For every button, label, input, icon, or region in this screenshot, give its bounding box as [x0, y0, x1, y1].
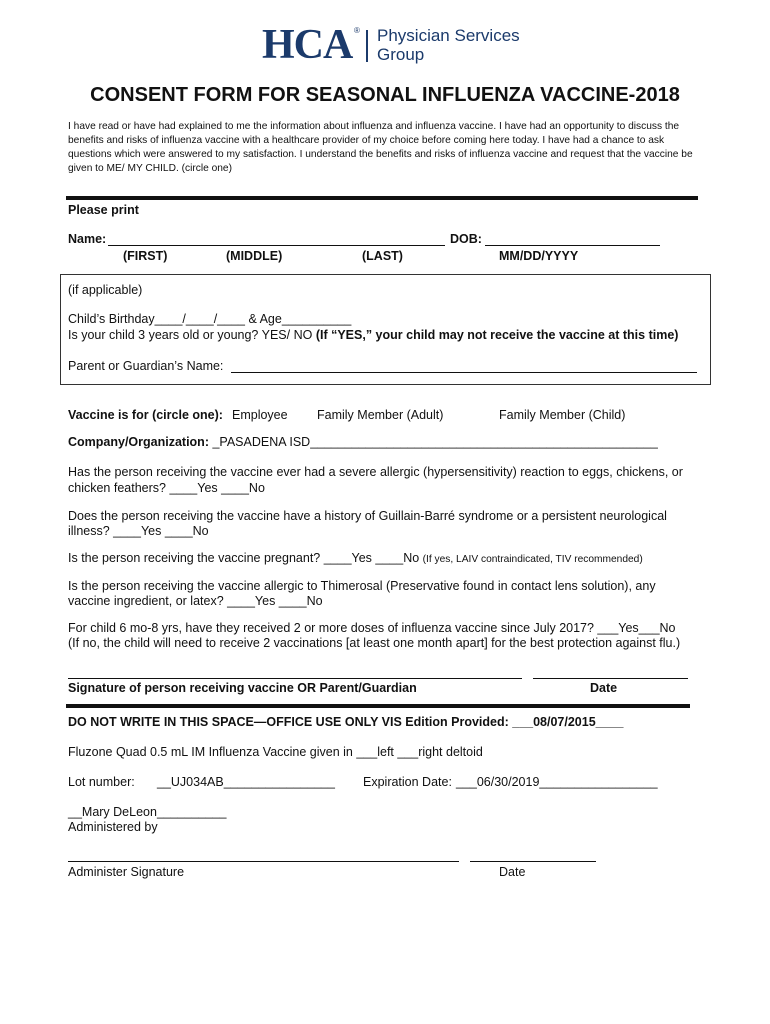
- signature-line[interactable]: [68, 678, 522, 679]
- name-label: Name:: [68, 232, 107, 246]
- child-birthday-field[interactable]: Child’s Birthday____/____/____ & Age__________: [68, 312, 352, 326]
- signature-label: Signature of person receiving vaccine OR Parent/Guardian: [68, 681, 417, 695]
- vaccine-for-label: Vaccine is for (circle one):: [68, 408, 223, 422]
- q1-line1: Has the person receiving the vaccine ever had a severe allergic (hypersensitivity) reaction to eggs, chickens, or: [68, 465, 683, 479]
- if-applicable-label: (if applicable): [68, 283, 143, 297]
- admin-date-line[interactable]: [470, 861, 596, 862]
- lot-number-field[interactable]: __UJ034AB________________: [157, 775, 335, 789]
- q3-row: [68, 551, 643, 565]
- signature-date-label: Date: [590, 681, 618, 695]
- q1-line2[interactable]: chicken feathers? ____Yes ____No: [68, 481, 265, 495]
- option-family-child[interactable]: Family Member (Child): [499, 408, 626, 422]
- q2-line2[interactable]: illness? ____Yes ____No: [68, 524, 209, 538]
- age-question-text: Is your child 3 years old or young? YES/ NO: [68, 328, 313, 342]
- hca-logo: [262, 24, 522, 68]
- logo-divider: [366, 30, 368, 62]
- company-row: [68, 435, 658, 449]
- registered-mark: ®: [354, 26, 360, 35]
- administered-by-label: Administered by: [68, 820, 158, 834]
- option-family-adult[interactable]: Family Member (Adult): [317, 408, 444, 422]
- q3-text[interactable]: Is the person receiving the vaccine pregnant? ____Yes ____No: [68, 551, 420, 565]
- admin-date-label: Date: [499, 865, 526, 879]
- name-field[interactable]: [108, 245, 445, 246]
- expiration-label: Expiration Date:: [363, 775, 452, 789]
- section-divider: [66, 196, 698, 200]
- logo-line-2: Group: [377, 45, 425, 64]
- guardian-label: Parent or Guardian’s Name:: [68, 359, 224, 373]
- q3-note: (If yes, LAIV contraindicated, TIV recommended): [422, 554, 643, 565]
- lot-number-label: Lot number:: [68, 775, 135, 789]
- q5-line1[interactable]: For child 6 mo-8 yrs, have they received 2 or more doses of influenza vaccine since July 2017? ___Yes___No: [68, 621, 676, 635]
- form-title: CONSENT FORM FOR SEASONAL INFLUENZA VACCINE-2018: [90, 84, 680, 106]
- last-name-label: (LAST): [362, 249, 403, 263]
- dob-format-label: MM/DD/YYYY: [499, 249, 579, 263]
- dob-label: DOB:: [450, 232, 482, 246]
- expiration-field[interactable]: ___06/30/2019_________________: [456, 775, 658, 789]
- logo-text: HCA: [262, 22, 353, 68]
- dob-field[interactable]: [485, 245, 660, 246]
- q5-line2: (If no, the child will need to receive 2 vaccinations [at least one month apart] for the best protection against flu.): [68, 636, 681, 650]
- first-name-label: (FIRST): [123, 249, 168, 263]
- company-field[interactable]: _PASADENA ISD__________________________________________________: [212, 435, 658, 449]
- signature-date-line[interactable]: [533, 678, 688, 679]
- office-use-header: DO NOT WRITE IN THIS SPACE—OFFICE USE ONLY VIS Edition Provided: ___08/07/2015____: [68, 715, 624, 729]
- admin-signature-line[interactable]: [68, 861, 459, 862]
- q4-line1: Is the person receiving the vaccine allergic to Thimerosal (Preservative found in contact lens solution), any: [68, 579, 656, 593]
- office-divider: [66, 704, 690, 708]
- q2-line1: Does the person receiving the vaccine have a history of Guillain-Barré syndrome or a persistent neurological: [68, 509, 667, 523]
- admin-signature-label: Administer Signature: [68, 865, 185, 879]
- option-employee[interactable]: Employee: [232, 408, 288, 422]
- q4-line2[interactable]: vaccine ingredient, or latex? ____Yes ____No: [68, 594, 323, 608]
- company-label: Company/Organization:: [68, 435, 209, 449]
- please-print-label: Please print: [68, 203, 139, 217]
- guardian-name-field[interactable]: [231, 372, 697, 373]
- administered-by-field[interactable]: __Mary DeLeon__________: [68, 805, 227, 819]
- middle-name-label: (MIDDLE): [226, 249, 283, 263]
- consent-intro: I have read or have had explained to me the information about influenza and influenza vaccine. I have had an opportunity to discuss the benefits and risks of influenza vaccine with a healthcare provider of my choice before coming here today. I have had a chance to ask questions which were answered to my satisfaction. I understand the benefits and risks of influenza vaccine and request that the vaccine be given to ME/ MY CHILD. (circle one): [68, 121, 693, 174]
- age-warning-text: (If “YES,” your child may not receive the vaccine at this time): [315, 328, 679, 342]
- logo-line-1: Physician Services: [377, 26, 520, 45]
- fluzone-row: Fluzone Quad 0.5 mL IM Influenza Vaccine given in ___left ___right deltoid: [68, 745, 483, 759]
- child-age-question: [68, 328, 678, 342]
